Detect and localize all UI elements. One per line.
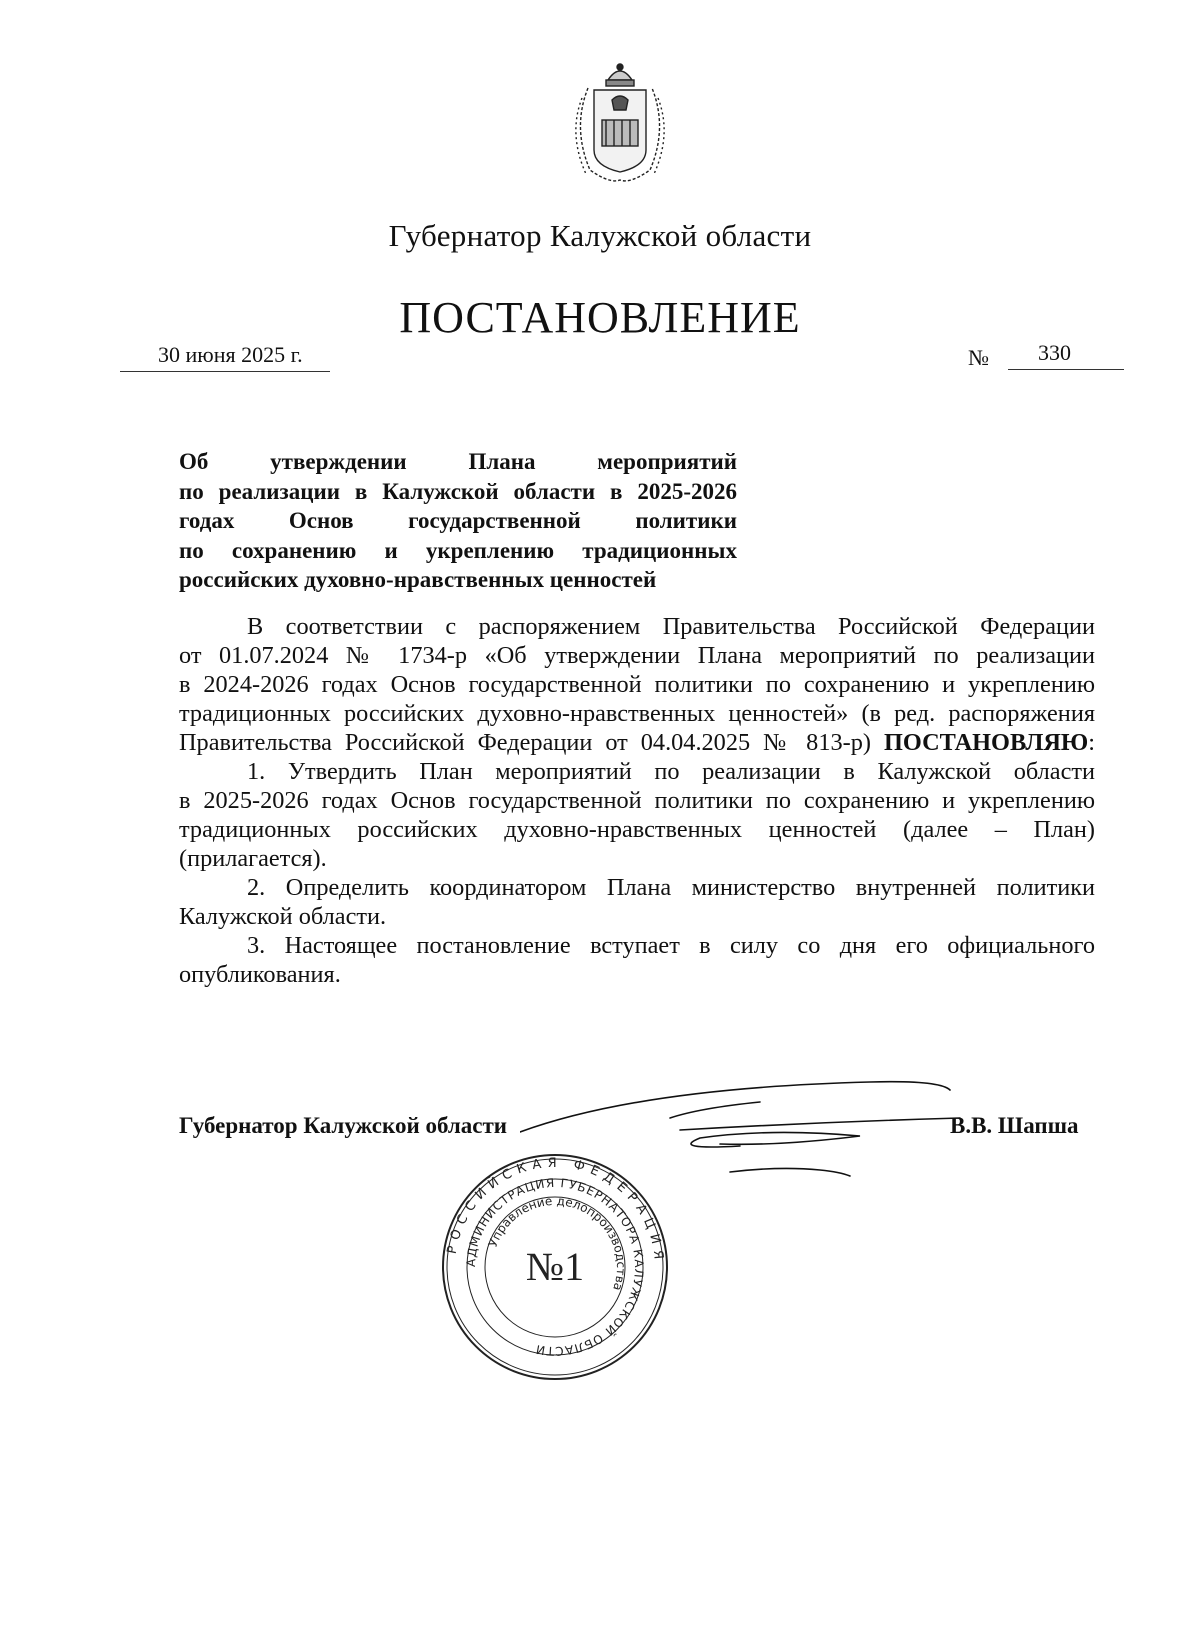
- body-paragraph: [179, 873, 1095, 931]
- body-paragraph: [179, 757, 1095, 873]
- heading-line: по сохранению и укреплению традиционных: [179, 537, 737, 563]
- document-number: 330: [1008, 340, 1124, 370]
- heading-line: Об утверждении Плана мероприятий: [179, 449, 737, 474]
- body-line: 1. Утвердить План мероприятий по реализации в Калужской области: [247, 758, 1095, 785]
- stamp-middle-text: АДМИНИСТРАЦИЯ ГУБЕРНАТОРА КАЛУЖСКОЙ ОБЛАСТИ: [463, 1175, 647, 1359]
- body-paragraph: [179, 931, 1095, 989]
- body-line-text: Правительства Российской Федерации от 04.04.2025 № 813-р): [179, 729, 871, 756]
- stamp-center-number: №1: [525, 1244, 585, 1289]
- document-date: 30 июня 2025 г.: [120, 342, 330, 372]
- body-line: от 01.07.2024 № 1734-р «Об утверждении Плана мероприятий по реализации: [179, 642, 1095, 669]
- heading-line: годах Основ государственной политики: [179, 508, 737, 533]
- coat-of-arms-emblem: [560, 58, 680, 190]
- document-type-title: ПОСТАНОВЛЕНИЕ: [399, 293, 801, 342]
- body-line: 3. Настоящее постановление вступает в силу со дня его официального: [247, 932, 1095, 959]
- body-line: [179, 728, 1095, 757]
- document-number-label: №: [968, 345, 989, 370]
- body-line: В соответствии с распоряжением Правительства Российской Федерации: [247, 613, 1095, 640]
- body-line-tail: :: [1088, 729, 1096, 756]
- body-line: традиционных российских духовно-нравственных ценностей (далее – План): [179, 816, 1095, 843]
- heading-line: по реализации в Калужской области в 2025-2026: [179, 478, 737, 504]
- signatory-title: Губернатор Калужской области: [179, 1113, 508, 1138]
- signatory-name: В.В. Шапша: [950, 1113, 1079, 1138]
- body-paragraph: [179, 612, 1095, 757]
- handwritten-signature: [520, 1080, 1020, 1190]
- body-line: Калужской области.: [179, 903, 387, 930]
- body-line: опубликования.: [179, 961, 341, 988]
- document-subject-heading: [179, 447, 737, 595]
- issuing-authority: Губернатор Калужской области: [388, 218, 812, 253]
- body-line: 2. Определить координатором Плана министерство внутренней политики: [247, 874, 1095, 901]
- stamp-outer-text: РОССИЙСКАЯ ФЕДЕРАЦИЯ: [444, 1155, 667, 1266]
- stamp-inner-text: Управление делопроизводства: [485, 1193, 629, 1293]
- body-line: в 2024-2026 годах Основ государственной политики по сохранению и укреплению: [179, 671, 1095, 698]
- body-line: традиционных российских духовно-нравственных ценностей» (в ред. распоряжения: [179, 700, 1095, 727]
- document-body: [179, 612, 1095, 989]
- heading-line: российских духовно-нравственных ценностей: [179, 567, 657, 592]
- body-line: (прилагается).: [179, 845, 327, 872]
- body-line: в 2025-2026 годах Основ государственной политики по сохранению и укреплению: [179, 787, 1095, 814]
- resolution-keyword: ПОСТАНОВЛЯЮ: [883, 729, 1089, 756]
